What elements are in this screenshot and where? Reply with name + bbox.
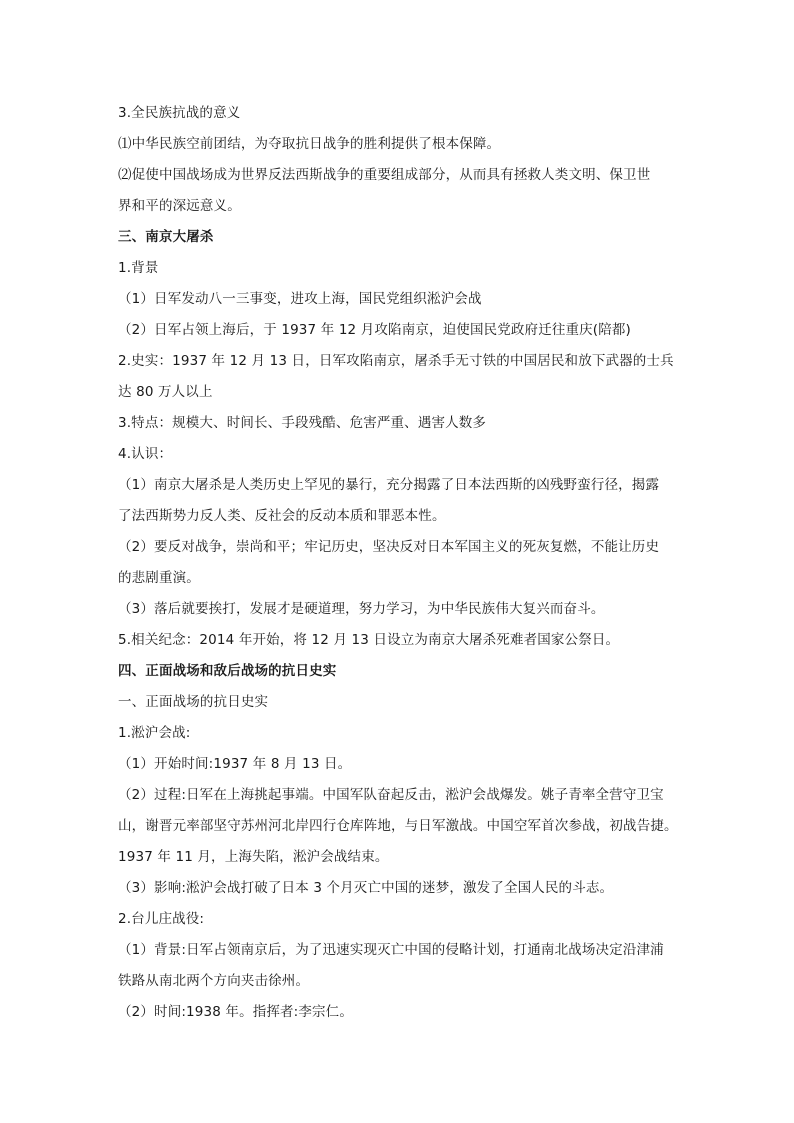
text-line: 5.相关纪念：2014 年开始，将 12 月 13 日设立为南京大屠杀死难者国家公祭日。 (118, 632, 620, 648)
text-line: 界和平的深远意义。 (118, 198, 241, 214)
text-line: （2）过程:日军在上海挑起事端。中国军队奋起反击，淞沪会战爆发。姚子青率全营守卫宝 (118, 787, 664, 803)
text-line: 1.淞沪会战: (118, 725, 191, 741)
text-line: （1）背景:日军占领南京后，为了迅速实现灭亡中国的侵略计划，打通南北战场决定沿津浦 (118, 942, 664, 958)
text-line: （3）影响:淞沪会战打破了日本 3 个月灭亡中国的迷梦，激发了全国人民的斗志。 (118, 880, 614, 896)
text-line: 达 80 万人以上 (118, 384, 213, 400)
text-line: 2.台儿庄战役: (118, 911, 205, 927)
document-body (118, 98, 678, 1028)
text-line: （1）开始时间:1937 年 8 月 13 日。 (118, 756, 352, 772)
text-line: 山，谢晋元率部坚守苏州河北岸四行仓库阵地，与日军激战。中国空军首次参战，初战告捷。 (118, 818, 678, 834)
text-line: 2.史实：1937 年 12 月 13 日，日军攻陷南京，屠杀手无寸铁的中国居民和放下武器的士兵 (118, 353, 674, 369)
text-line: 铁路从南北两个方向夹击徐州。 (118, 973, 310, 989)
text-line: 1.背景 (118, 260, 159, 276)
section-heading: 四、正面战场和敌后战场的抗日史实 (118, 663, 337, 679)
text-line: 3.特点：规模大、时间长、手段残酷、危害严重、遇害人数多 (118, 415, 487, 431)
text-line: 4.认识： (118, 446, 173, 462)
text-line: 一、正面战场的抗日史实 (118, 694, 269, 710)
text-line: （2）时间:1938 年。指挥者:李宗仁。 (118, 1004, 353, 1020)
text-line: （1）日军发动八一三事变，进攻上海，国民党组织淞沪会战 (118, 291, 482, 307)
text-line: 3.全民族抗战的意义 (118, 105, 241, 121)
section-heading: 三、南京大屠杀 (118, 229, 214, 245)
text-line: （2）日军占领上海后，于 1937 年 12 月攻陷南京，迫使国民党政府迁往重庆(陪都) (118, 322, 631, 338)
text-line: 的悲剧重演。 (118, 570, 200, 586)
text-line: （1）南京大屠杀是人类历史上罕见的暴行，充分揭露了日本法西斯的凶残野蛮行径，揭露 (118, 477, 660, 493)
text-line: （3）落后就要挨打，发展才是硬道理，努力学习，为中华民族伟大复兴而奋斗。 (118, 601, 605, 617)
text-line: ⑴中华民族空前团结，为夺取抗日战争的胜利提供了根本保障。 (118, 136, 501, 152)
text-line: ⑵促使中国战场成为世界反法西斯战争的重要组成部分，从而具有拯救人类文明、保卫世 (118, 167, 651, 183)
text-line: 了法西斯势力反人类、反社会的反动本质和罪恶本性。 (118, 508, 446, 524)
text-line: 1937 年 11 月，上海失陷，淞沪会战结束。 (118, 849, 389, 865)
text-line: （2）要反对战争，崇尚和平；牢记历史，坚决反对日本军国主义的死灰复燃，不能让历史 (118, 539, 660, 555)
